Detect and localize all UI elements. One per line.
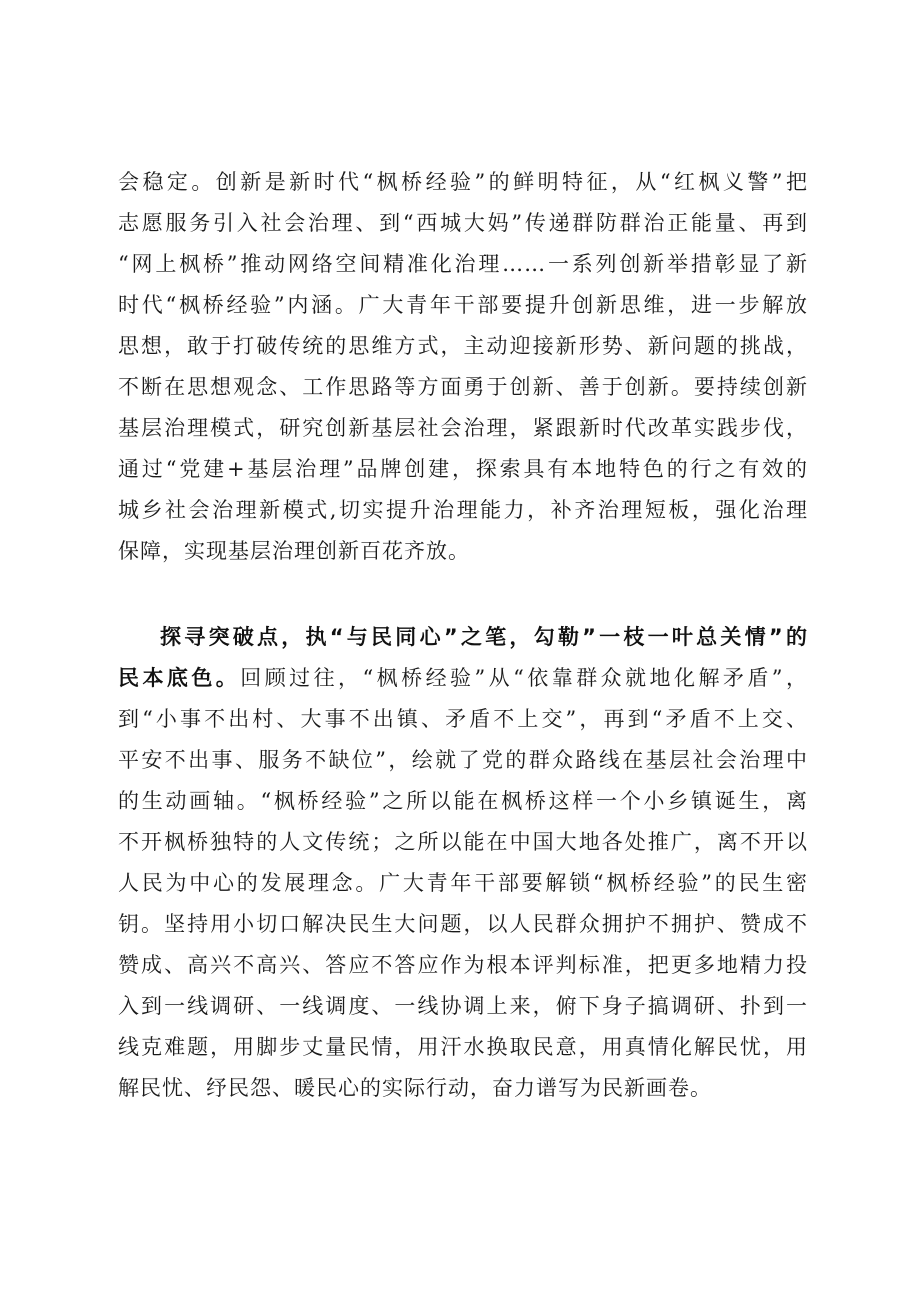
bold-heading-text: 民本底色。: [118, 666, 241, 690]
paragraph-line: 入到一线调研、一线调度、一线协调上来，俯下身子搞调研、扑到一: [118, 994, 808, 1018]
paragraph-line: 思想，敢于打破传统的思维方式，主动迎接新形势、新问题的挑战，: [118, 334, 808, 358]
paragraph-line: 保障，实现基层治理创新百花齐放。: [118, 539, 470, 563]
paragraph-line: 解民忧、纾民怨、暖民心的实际行动，奋力谱写为民新画卷。: [118, 1076, 712, 1100]
paragraph-line: 的生动画轴。“枫桥经验”之所以能在枫桥这样一个小乡镇诞生，离: [118, 789, 808, 813]
paragraph-line: [118, 658, 808, 699]
paragraph-line: 赞成、高兴不高兴、答应不答应作为根本评判标准，把更多地精力投: [118, 953, 808, 977]
bold-heading-text: 探寻突破点，执“与民同心”之笔，勾勒”一枝一叶总关情”的: [160, 625, 808, 649]
paragraph-line: 基层治理模式，研究创新基层社会治理，紧跟新时代改革实践步伐，: [118, 416, 808, 440]
paragraph-line: “网上枫桥”推动网络空间精准化治理……一系列创新举措彰显了新: [118, 252, 808, 276]
paragraph-line: 城乡社会治理新模式,切实提升治理能力，补齐治理短板，强化治理: [118, 498, 808, 522]
paragraph-line: 线克难题，用脚步丈量民情，用汗水换取民意，用真情化解民忧，用: [118, 1035, 808, 1059]
paragraph-line: 不开枫桥独特的人文传统；之所以能在中国大地各处推广，离不开以: [118, 830, 808, 854]
paragraph-line: 平安不出事、服务不缺位”，绘就了党的群众路线在基层社会治理中: [118, 748, 808, 772]
paragraph-line: 人民为中心的发展理念。广大青年干部要解锁“枫桥经验”的民生密: [118, 871, 808, 895]
paragraph-text: 回顾过往，“枫桥经验”从“依靠群众就地化解矛盾”，: [240, 666, 808, 690]
paragraph-line: 钥。坚持用小切口解决民生大问题，以人民群众拥护不拥护、赞成不: [118, 912, 808, 936]
paragraph-people: [118, 617, 808, 1109]
paragraph-line: 志愿服务引入社会治理、到“西城大妈”传递群防群治正能量、再到: [118, 211, 808, 235]
paragraph-heading-line: [118, 617, 808, 658]
paragraph-line: 时代“枫桥经验”内涵。广大青年干部要提升创新思维，进一步解放: [118, 293, 808, 317]
paragraph-line: 到“小事不出村、大事不出镇、矛盾不上交”，再到“矛盾不上交、: [118, 707, 808, 731]
paragraph-line: 通过“党建+基层治理”品牌创建，探索具有本地特色的行之有效的: [118, 457, 808, 481]
paragraph-line: 不断在思想观念、工作思路等方面勇于创新、善于创新。要持续创新: [118, 375, 808, 399]
paragraph-innovation: [118, 162, 808, 572]
paragraph-line: 会稳定。创新是新时代“枫桥经验”的鲜明特征，从“红枫义警”把: [118, 170, 808, 194]
